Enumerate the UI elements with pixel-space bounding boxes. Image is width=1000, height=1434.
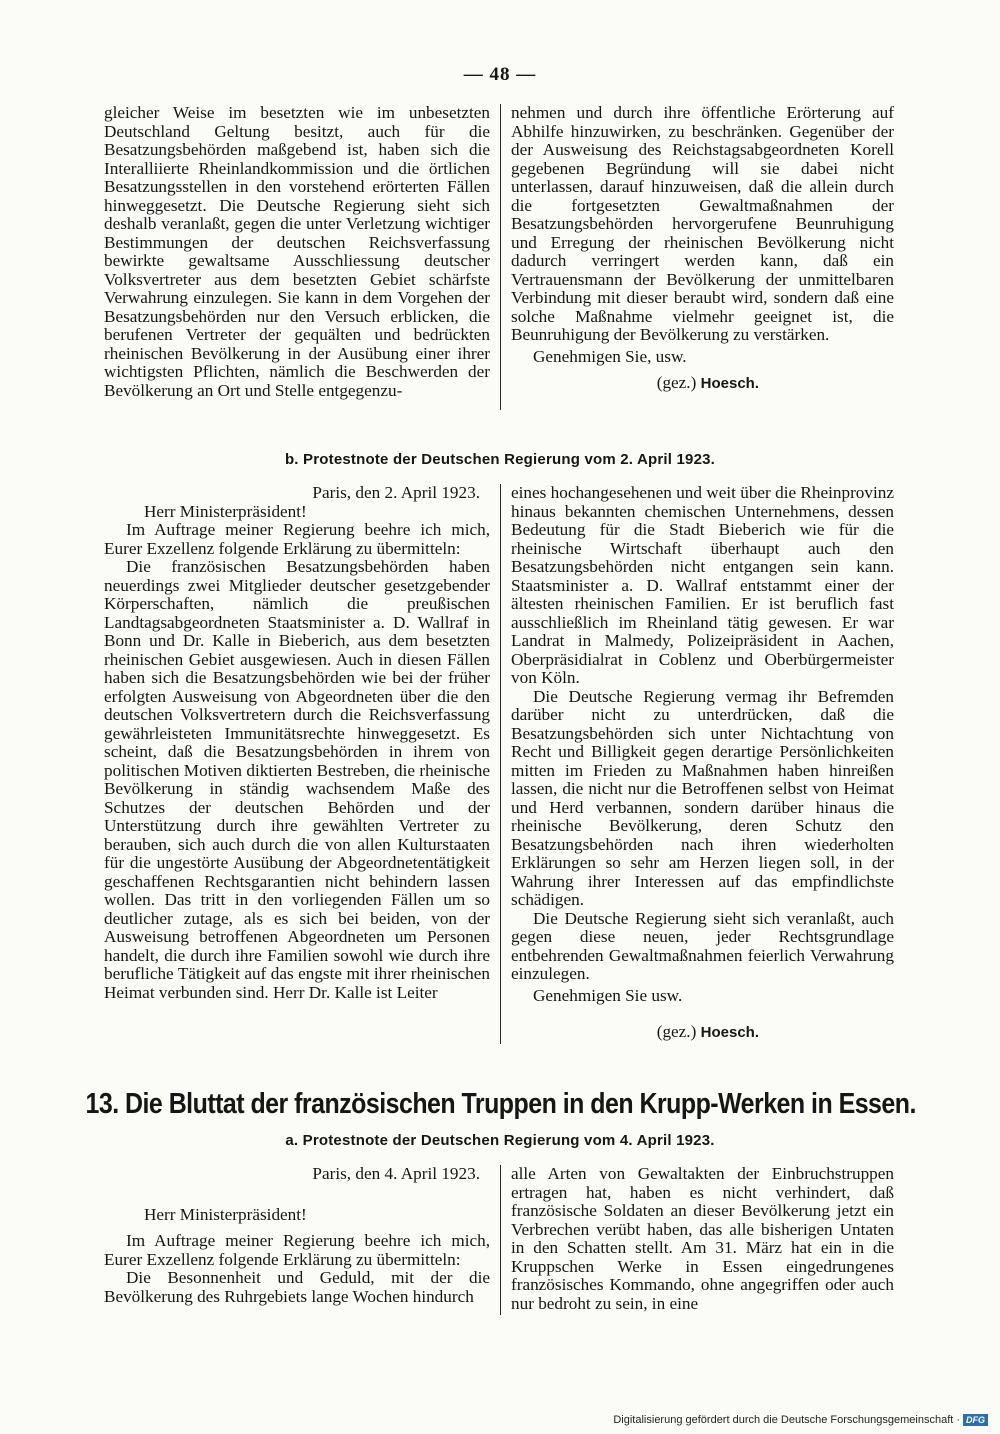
paragraph: nehmen und durch ihre öffentliche Erörterung auf Abhilfe hinzuwirken, zu beschränken. Gegenüber der der Ausweisung des Reichstagsabgeordneten Korell gegebenen Begründung will sie dabei nicht unterlassen, darauf hinzuweisen, daß die allein durch die fortgesetzten Gewaltmaßnahmen der Besatzungsbehörden hervorgerufene Beunruhigung und Erregung der rheinischen Bevölkerung nicht dadurch verringert werden kann, daß ein Vertrauensmann der Bevölkerung der unmittelbaren Verbindung mit dieser beraubt wird, sondern daß eine solche Maßnahme vielmehr geeignet ist, die Beunruhigung der Bevölkerung zu verstärken.: [511, 103, 894, 344]
digitization-footer: Digitalisierung gefördert durch die Deutsche Forschungsgemeinschaft · DFG: [613, 1414, 988, 1426]
section-subheading: a. Protestnote der Deutschen Regierung vom 4. April 1923.: [285, 1132, 715, 1149]
section-subheading: b. Protestnote der Deutschen Regierung vom 2. April 1923.: [284, 451, 716, 468]
section1-right-column: [511, 104, 894, 410]
signature-name: Hoesch.: [700, 375, 759, 392]
section-title: 13. Die Bluttat der französischen Truppen in den Krupp-Werken in Essen.: [85, 1088, 916, 1120]
section3-right-column: [511, 1165, 894, 1315]
page-number: — 48 —: [463, 64, 537, 85]
paragraph: Im Auftrage meiner Regierung beehre ich mich, Eurer Exzellenz folgende Erklärung zu übermitteln:: [104, 1231, 490, 1269]
closing-formula: Genehmigen Sie usw.: [533, 985, 683, 1005]
signature: [511, 1023, 894, 1043]
section2-right-column: [511, 484, 894, 1044]
signature-prefix: (gez.): [656, 373, 697, 392]
section2-columns: [104, 484, 894, 1044]
dateline: Paris, den 4. April 1923.: [312, 1164, 480, 1183]
closing-formula: Genehmigen Sie, usw.: [533, 346, 687, 366]
signature: [511, 374, 894, 394]
section2-left-column: [104, 484, 490, 1044]
paragraph: gleicher Weise im besetzten wie im unbesetzten Deutschland Geltung besitzt, auch für die Besatzungsbehörden maßgebend ist, haben sich die Interalliierte Rheinlandkommission und die örtlichen Besatzungsstellen in den vorstehend erörterten Fällen hinweggesetzt. Die Deutsche Regierung sieht sich deshalb veranlaßt, gegen die unter Verletzung wichtiger Bestimmungen der deutschen Reichsverfassung bewirkte gewaltsame Ausschliessung deutscher Volksvertreter aus dem besetzten Gebiet schärfste Verwahrung einzulegen. Sie kann in dem Vorgehen der Besatzungsbehörden nur den Versuch erblicken, die berufenen Vertreter der gequälten und bedrückten rheinischen Bevölkerung in der Ausübung einer ihrer wichtigsten Pflichten, nämlich die Beschwerden der Bevölkerung an Ort und Stelle entgegenzu-: [104, 103, 490, 400]
section3-columns: [104, 1165, 894, 1315]
dfg-logo: DFG: [963, 1414, 988, 1426]
column-divider: [500, 484, 501, 1044]
signature-prefix: (gez.): [656, 1022, 697, 1041]
signature-name: Hoesch.: [700, 1024, 759, 1041]
paragraph: Die Deutsche Regierung vermag ihr Befremden darüber nicht zu unterdrücken, daß die Besatzungsbehörden sich unter Nichtachtung von Recht und Billigkeit gegen derartige Persönlichkeiten mitten im Frieden zu Maßnahmen haben hinreißen lassen, die nicht nur die Betroffenen selbst von Heimat und Herd verbannen, sondern darüber hinaus die rheinische Bevölkerung, deren Schutz den Besatzungsbehörden nach ihren wiederholten Erklärungen so sehr am Herzen liegen soll, in der Wahrung ihrer Interessen auf das empfindlichste schädigen.: [511, 686, 894, 909]
paragraph: Im Auftrage meiner Regierung beehre ich mich, Eurer Exzellenz folgende Erklärung zu übermitteln:: [104, 520, 490, 558]
section1-left-column: [104, 104, 490, 410]
paragraph: alle Arten von Gewaltakten der Einbruchstruppen ertragen hat, haben es nicht verhindert, daß französische Soldaten an dieser Bevölkerung jetzt ein Verbrechen verübt haben, das alle bisherigen Untaten in den Schatten stellt. Am 31. März hat ein in die Kruppschen Werke in Essen eingedrungenes französisches Kommando, ohne angegriffen oder auch nur bedroht zu sein, in eine: [511, 1164, 894, 1313]
section1-columns: [104, 104, 894, 410]
paragraph: eines hochangesehenen und weit über die Rheinprovinz hinaus bekannten chemischen Unternehmens, dessen Bedeutung für die Stadt Bieberich wie für die rheinische Wirtschaft überhaupt auch den Besatzungsbehörden nicht entgangen sein kann. Staatsminister a. D. Wallraf entstammt einer der ältesten rheinischen Familien. Er ist beruflich fast ausschließlich im Rheinland tätig gewesen. Er war Landrat in Malmedy, Polizeipräsident in Aachen, Oberpräsidialrat in Coblenz und Oberbürgermeister von Köln.: [511, 483, 894, 687]
salutation: Herr Ministerpräsident!: [144, 1204, 307, 1224]
paragraph: Die französischen Besatzungsbehörden haben neuerdings zwei Mitglieder deutscher gesetzgebender Körperschaften, nämlich die preußischen Landtagsabgeordneten Staatsminister a. D. Wallraf in Bonn und Dr. Kalle in Bieberich, aus dem besetzten rheinischen Gebiet ausgewiesen. Auch in diesen Fällen haben sich die Besatzungsbehörden wie bei der früher erfolgten Ausweisung von Abgeordneten über die den deutschen Volksvertretern durch die Reichsverfassung gewährleisteten Immunitätsrechte hinweggesetzt. Es scheint, daß die Besatzungsbehörden in ihrem von politischen Motiven diktierten Bestreben, die rheinische Bevölkerung in ständig wachsendem Maße des Schutzes der deutschen Behörden und der Unterstützung durch ihre gewählten Vertreter zu berauben, sich auch durch die von allen Kulturstaaten für die ungestörte Ausübung der Abgeordnetentätigkeit geschaffenen Rechtsgarantien nicht behindern lassen wollen. Das tritt in den vorliegenden Fällen um so deutlicher zutage, als es sich bei beiden, von der Ausweisung betroffenen Abgeordneten um Personen handelt, die durch ihre Familien sowohl wie durch ihre berufliche Tätigkeit auf das engste mit ihrer rheinischen Heimat verbunden sind. Herr Dr. Kalle ist Leiter: [104, 557, 490, 1002]
column-divider: [500, 104, 501, 410]
paragraph: Die Deutsche Regierung sieht sich veranlaßt, auch gegen diese neuen, jeder Rechtsgrundlage entbehrenden Gewaltmaßnahmen feierlich Verwahrung einzulegen.: [511, 908, 894, 983]
dateline: Paris, den 2. April 1923.: [312, 483, 480, 502]
column-divider: [500, 1165, 501, 1315]
paragraph: Die Besonnenheit und Geduld, mit der die Bevölkerung des Ruhrgebiets lange Wochen hindurch: [104, 1268, 490, 1306]
section3-left-column: [104, 1165, 490, 1315]
footer-text: Digitalisierung gefördert durch die Deutsche Forschungsgemeinschaft: [613, 1414, 954, 1426]
salutation: Herr Ministerpräsident!: [144, 501, 307, 521]
